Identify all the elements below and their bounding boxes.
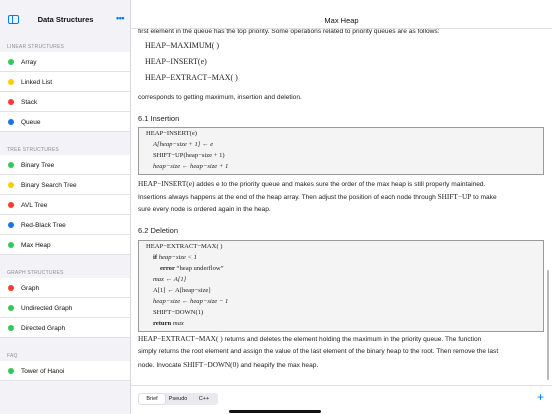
sidebar-item-label: Undirected Graph <box>21 304 73 312</box>
sidebar-item-label: Binary Search Tree <box>21 181 77 189</box>
op-heap-extract-max: HEAP−EXTRACT−MAX( ) <box>145 73 238 82</box>
sidebar-item-max-heap[interactable] <box>0 235 130 255</box>
code-line: A[heap−size + 1] ← e <box>153 141 214 148</box>
code-line: HEAP−INSERT(e) <box>146 130 197 137</box>
sidebar-item-label: Graph <box>21 284 40 292</box>
math-shift-up: SHIFT−UP <box>437 192 472 201</box>
sidebar-item-directed-graph[interactable] <box>0 318 130 338</box>
code-line: heap−size ← heap−size + 1 <box>153 163 229 170</box>
sidebar-item-binary-search-tree[interactable] <box>0 175 130 195</box>
dot-icon <box>8 325 14 331</box>
math-heap-insert: HEAP−INSERT(e) <box>138 179 195 188</box>
deletion-desc-text: and heapify the max heap. <box>238 362 319 369</box>
sidebar-item-label: Red-Black Tree <box>21 221 66 229</box>
page-title: Max Heap <box>324 16 359 25</box>
more-options-icon[interactable]: ••• <box>116 13 124 23</box>
tab-pseudo[interactable]: Pseudo <box>168 396 188 402</box>
dot-icon <box>8 79 14 85</box>
math-shift-down: SHIFT−DOWN(0) <box>183 360 239 369</box>
dot-icon <box>8 368 14 374</box>
code-line: A[1] ← A[heap−size] <box>153 287 211 294</box>
dot-icon <box>8 305 14 311</box>
bottom-toolbar <box>131 385 552 414</box>
insertion-desc-text: Insertions always happens at the end of the heap array. Then adjust the position of each node through <box>138 194 438 201</box>
dot-icon <box>8 119 14 125</box>
sidebar-item-label: Directed Graph <box>21 324 66 332</box>
dot-icon <box>8 182 14 188</box>
code-line: HEAP−EXTRACT−MAX( ) <box>146 243 223 250</box>
section-label-faq: FAQ <box>7 353 18 359</box>
sidebar-item-label: Max Heap <box>21 241 51 249</box>
sidebar-item-avl-tree[interactable] <box>0 195 130 215</box>
content-scroll[interactable] <box>131 29 552 385</box>
op-heap-insert: HEAP−INSERT(e) <box>145 57 207 66</box>
sidebar-item-label: Queue <box>21 118 41 126</box>
code-line: SHIFT−DOWN(1) <box>153 309 204 316</box>
section-label-tree: TREE STRUCTURES <box>7 147 59 153</box>
sidebar-item-red-black-tree[interactable] <box>0 215 130 235</box>
code-line: return max <box>153 320 184 327</box>
sidebar-item-label: Binary Tree <box>21 161 55 169</box>
code-line: if heap−size < 1 <box>153 254 197 261</box>
sidebar-item-graph[interactable] <box>0 278 130 298</box>
scrollbar[interactable] <box>547 270 549 380</box>
home-indicator <box>229 410 321 413</box>
dot-icon <box>8 285 14 291</box>
deletion-desc-line-3 <box>138 358 544 372</box>
section-heading-insertion: 6.1 Insertion <box>138 114 180 123</box>
insertion-desc-line-3: sure every node is ordered again in the heap. <box>138 206 271 213</box>
section-heading-deletion: 6.2 Deletion <box>138 226 179 235</box>
sidebar-item-tower-of-hanoi[interactable] <box>0 361 130 381</box>
view-mode-segmented-control <box>138 393 218 405</box>
deletion-desc-line-1 <box>138 332 544 346</box>
sidebar-item-undirected-graph[interactable] <box>0 298 130 318</box>
sidebar-item-binary-tree[interactable] <box>0 155 130 175</box>
insertion-desc-text: addes e to the priority queue and makes sure the order of the max heap is still properly maintained. <box>194 181 486 188</box>
op-heap-maximum: HEAP−MAXIMUM( ) <box>145 41 220 50</box>
insertion-code-box <box>138 127 544 175</box>
sidebar-header <box>0 10 131 30</box>
main-panel <box>131 0 552 414</box>
code-line: heap−size ← heap−size − 1 <box>153 298 229 305</box>
sidebar-item-label: Stack <box>21 98 38 106</box>
code-line: max ← A[1] <box>153 276 187 283</box>
dot-icon <box>8 202 14 208</box>
math-heap-extract-max: HEAP−EXTRACT−MAX( ) <box>138 334 223 343</box>
dot-icon <box>8 222 14 228</box>
ops-description: corresponds to getting maximum, insertion and deletion. <box>138 94 302 101</box>
dot-icon <box>8 99 14 105</box>
dot-icon <box>8 59 14 65</box>
tab-cpp[interactable]: C++ <box>198 396 210 402</box>
deletion-desc-text: returns and deletes the element holding the maximum in the priority queue. The function <box>222 336 482 343</box>
intro-text: first element in the queue has the top priority. Some operations related to priority queues are as follows: <box>138 29 440 35</box>
deletion-code-box <box>138 240 544 332</box>
sidebar-title: Data Structures <box>37 15 94 24</box>
section-label-linear: LINEAR STRUCTURES <box>7 44 65 50</box>
sidebar-item-label: Tower of Hanoi <box>21 367 65 375</box>
sidebar-item-stack[interactable] <box>0 92 130 112</box>
sidebar-item-label: Array <box>21 58 37 66</box>
insertion-desc-line-2 <box>138 190 544 204</box>
add-icon[interactable]: + <box>536 390 544 404</box>
insertion-desc-text: to make <box>471 194 497 201</box>
section-label-graph: GRAPH STRUCTURES <box>7 270 64 276</box>
tab-brief[interactable]: Brief <box>139 394 165 404</box>
insertion-desc-line-1 <box>138 177 544 191</box>
deletion-desc-line-2: simply returns the root element and assign the value of the last element of the binary heap to the root. Then remove the last <box>138 348 499 355</box>
sidebar <box>0 0 131 414</box>
sidebar-item-label: Linked List <box>21 78 53 86</box>
code-line: error “heap underflow” <box>160 265 224 272</box>
sidebar-item-label: AVL Tree <box>21 201 48 209</box>
deletion-desc-text: node. Invocate <box>138 362 184 369</box>
sidebar-item-array[interactable] <box>0 52 130 72</box>
code-line: SHIFT−UP(heap−size + 1) <box>153 152 225 159</box>
sidebar-item-queue[interactable] <box>0 112 130 132</box>
dot-icon <box>8 242 14 248</box>
sidebar-item-linked-list[interactable] <box>0 72 130 92</box>
dot-icon <box>8 162 14 168</box>
